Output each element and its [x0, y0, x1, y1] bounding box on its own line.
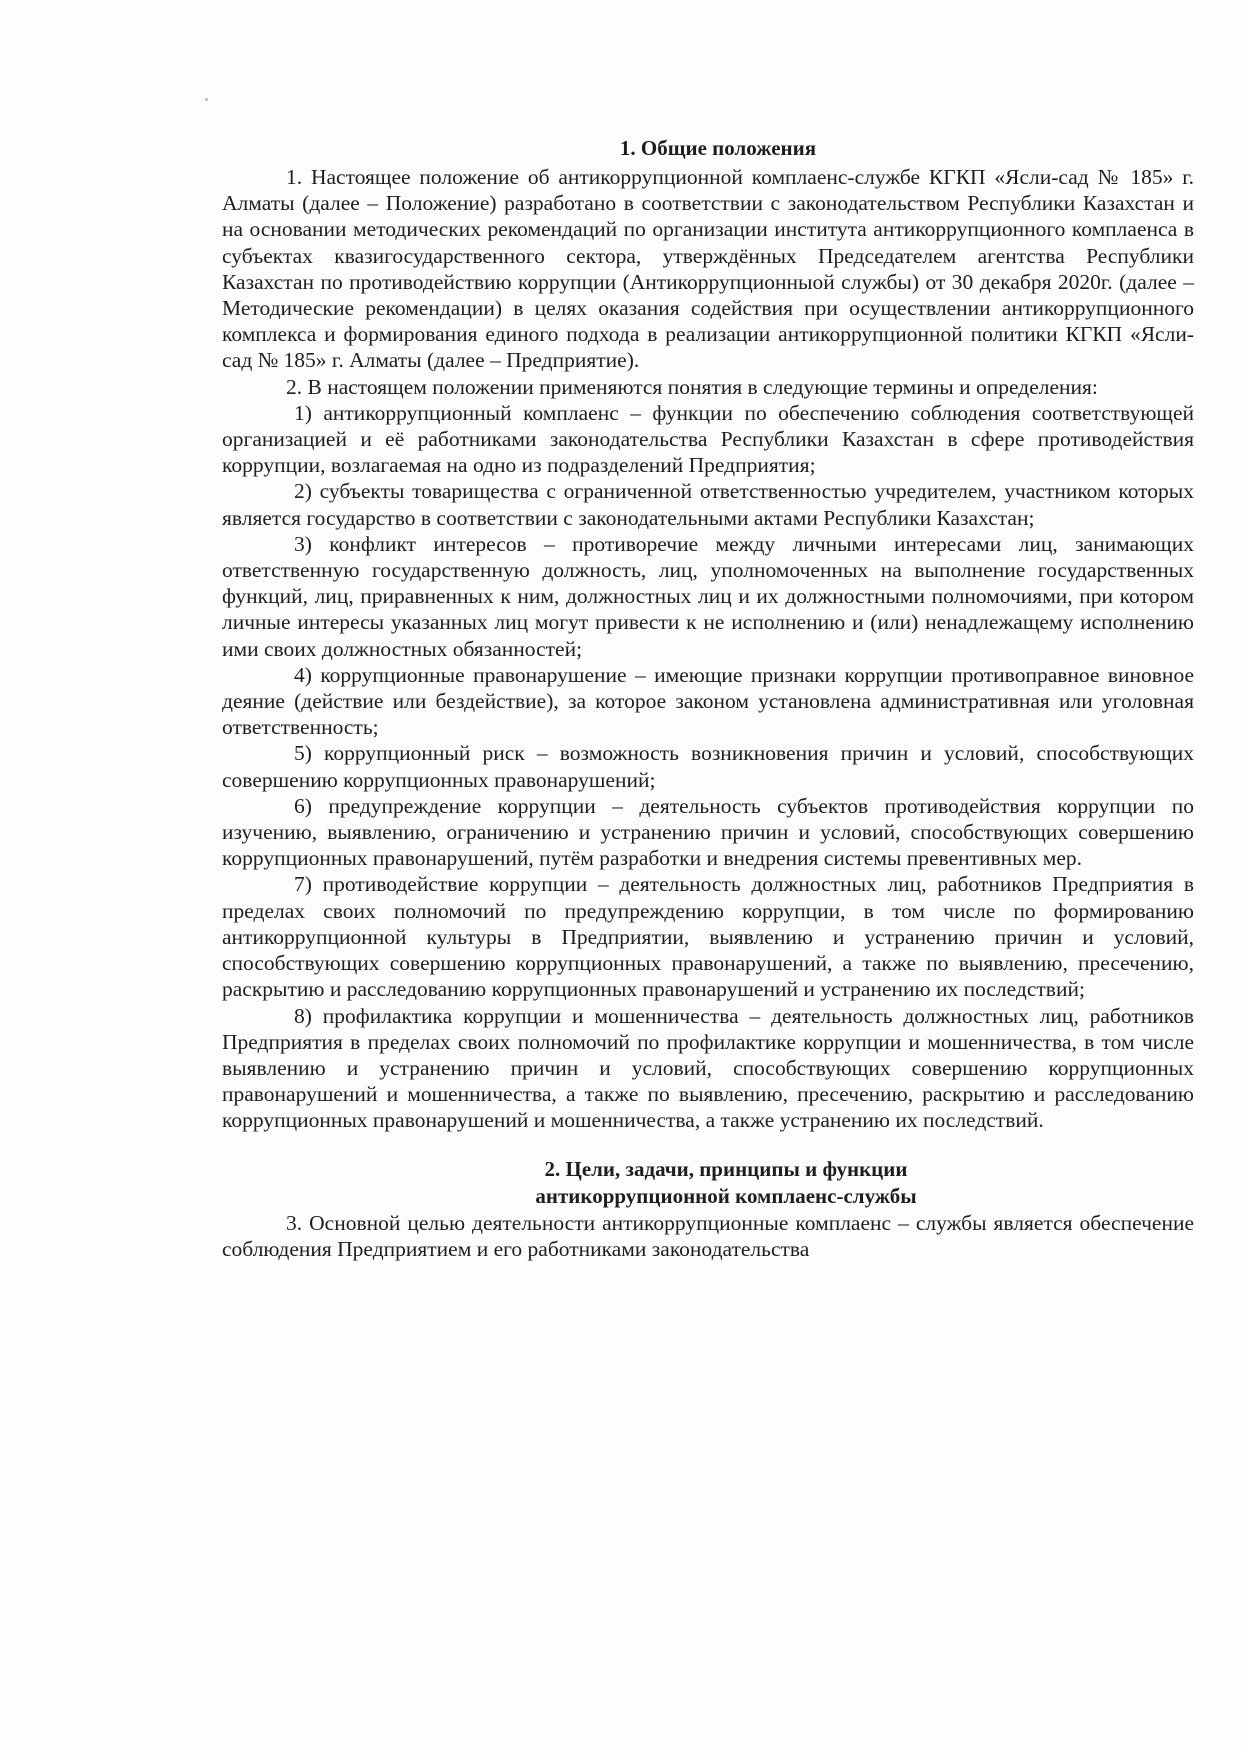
paragraph-2: 2. В настоящем положении применяются понятия в следующие термины и определения:	[286, 374, 1098, 399]
definition-3: 3) конфликт интересов – противоречие между личными интересами лиц, занимающих ответственную государственную должность, лиц, уполномоченных на выполнение государственных функций, лиц, приравненных к ним, должностных лиц и их должностными полномочиями, при котором личные интересы указанных лиц могут привести к не исполнению и (или) ненадлежащему исполнению ими своих должностных обязанностей;	[222, 531, 1194, 661]
definition-1: 1) антикоррупционный комплаенс – функции по обеспечению соблюдения соответствующей организацией и её работниками законодательства Республики Казахстан в сфере противодействия коррупции, возлагаемая на одно из подразделений Предприятия;	[222, 400, 1194, 478]
definition-8: 8) профилактика коррупции и мошенничества – деятельность должностных лиц, работников Предприятия в пределах своих полномочий по профилактике коррупции и мошенничества, в том числе выявлению и устранению причин и условий, способствующих совершению коррупционных правонарушений и мошенничества, а также по выявлению, пресечению, раскрытию и расследованию коррупционных правонарушений и мошенничества, а также устранению их последствий.	[222, 1003, 1194, 1133]
definition-6: 6) предупреждение коррупции – деятельность субъектов противодействия коррупции по изучению, выявлению, ограничению и устранению причин и условий, способствующих совершению коррупционных правонарушений, путём разработки и внедрения системы превентивных мер.	[222, 793, 1194, 871]
document-body	[222, 135, 1194, 1262]
paragraph-1: 1. Настоящее положение об антикоррупционной комплаенс-службе КГКП «Ясли-сад № 185» г. Алматы (далее – Положение) разработано в соответствии с законодательством Республики Казахстан и на основании методических рекомендаций по организации института антикоррупционного комплаенса в субъектах квазигосударственного сектора, утверждённых Председателем агентства Республики Казахстан по противодействию коррупции (Антикоррупционныой службы) от 30 декабря 2020г. (далее – Методические рекомендации) в целях оказания содействия при осуществлении антикоррупционного комплекса и формирования единого подхода в реализации антикоррупционной политики КГКП «Ясли-сад № 185» г. Алматы (далее – Предприятие).	[222, 165, 1194, 373]
section-1-title: 1. Общие положения	[619, 136, 817, 160]
definition-7: 7) противодействие коррупции – деятельность должностных лиц, работников Предприятия в пределах своих полномочий по предупреждению коррупции, в том числе по формированию антикоррупционной культуры в Предприятии, выявлению и устранению причин и условий, способствующих совершению коррупционных правонарушений, а также по выявлению, пресечению, раскрытию и расследованию коррупционных правонарушений и устранению их последствий;	[222, 872, 1194, 1002]
paragraph-3: 3. Основной целью деятельности антикоррупционные комплаенс – службы является обеспечение соблюдения Предприятием и его работниками законодательства	[222, 1210, 1194, 1261]
section-2-title	[222, 1156, 1194, 1210]
scan-speck	[205, 98, 208, 101]
section-2-title-line-1: 2. Цели, задачи, принципы и функции	[544, 1156, 908, 1181]
definition-5: 5) коррупционный риск – возможность возникновения причин и условий, способствующих совершению коррупционных правонарушений;	[222, 741, 1194, 792]
definition-2: 2) субъекты товарищества с ограниченной ответственностью учредителем, участником которых является государство в соответствии с законодательными актами Республики Казахстан;	[222, 479, 1194, 530]
definition-4: 4) коррупционные правонарушение – имеющие признаки коррупции противоправное виновное деяние (действие или бездействие), за которое законом установлена административная или уголовная ответственность;	[222, 662, 1194, 740]
section-2-title-line-2: антикоррупционной комплаенс-службы	[535, 1183, 917, 1208]
